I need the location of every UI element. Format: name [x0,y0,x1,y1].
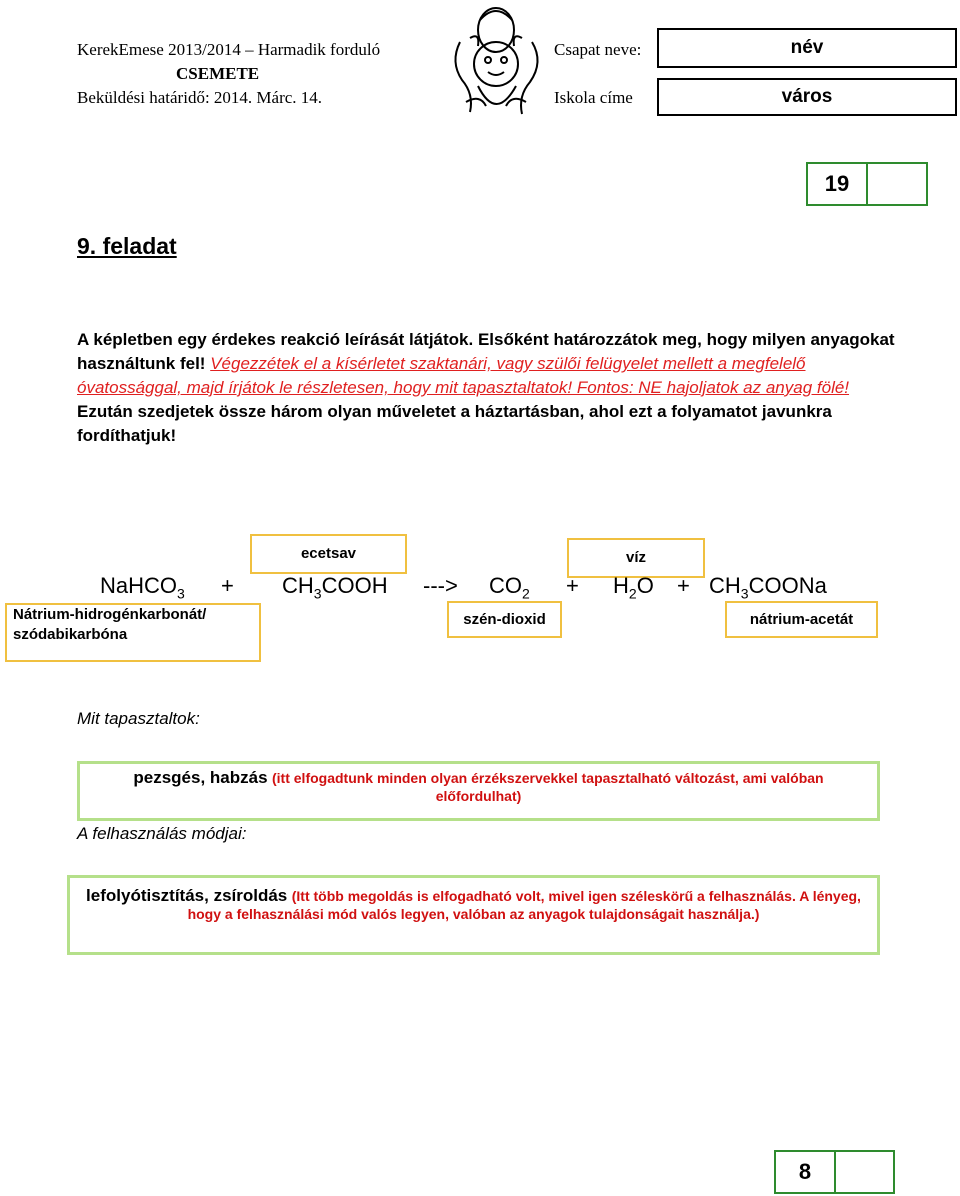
label-box-natrium-acetat: nátrium-acetát [725,601,878,638]
team-name-label: Csapat neve: [554,40,642,59]
task-safety-instructions: Végezzétek el a kísérletet szaktanári, vagy szülői felügyelet mellett a megfelelő óvatossággal, majd írjátok le részletesen, hogy mit tapasztaltatok! Fontos: NE hajoljatok az anyag fölé! [77,354,850,397]
label-szodabikarbona: szódabikarbóna [13,626,128,643]
equation-ch3coona: $CH_3COONa$ [709,573,827,602]
task-outro: Ezután szedjetek össze három olyan műveletet a háztartásban, ahol ezt a folyamatot javunkra fordíthatjuk! [77,402,832,445]
mascot-logo-icon [440,2,552,128]
equation-nahco3: NaHCO$_3$ [100,573,185,602]
equation-co2: $CO_2$ [489,573,530,602]
task-intro: A képletben egy érdekes reakció leírását látjátok. Elsőként határozzátok meg, hogy milyen anyagokat használtunk fel! [77,330,895,373]
usage-note: (Itt több megoldás is elfogadható volt, mivel igen széleskörű a felhasználás. A lényeg, hogy a felhasználási mód valós legyen, valóban az anyagok tulajdonságait használja.) [187,888,861,922]
deadline-label: Beküldési határidő: 2014. Márc. 14. [77,88,323,107]
observation-answer: pezsgés, habzás [133,768,268,787]
observation-answer-box [77,761,880,821]
score-box-top [806,162,928,206]
usage-answer-box [67,875,880,955]
equation-arrow: ---> [423,573,458,598]
observation-note: (itt elfogadtunk minden olyan érzékszervekkel tapasztalható változást, ami valóban előfordulhat) [272,770,824,804]
school-address-field[interactable]: város [657,78,957,116]
team-name-field[interactable]: név [657,28,957,68]
score-blank-field-bottom[interactable] [836,1152,893,1192]
label-natrium-hidrogenkarbonat: Nátrium-hidrogénkarbonát/ [13,606,207,623]
equation-plus-3: + [677,573,690,598]
score-value: 19 [808,164,868,204]
score-blank-field[interactable] [868,164,926,204]
equation-plus-2: + [566,573,579,598]
equation-h2o: $H_2O$ [613,573,654,602]
usage-question: A felhasználás módjai: [77,824,247,843]
task-title: 9. feladat [77,233,177,259]
score-box-bottom [774,1150,895,1194]
competition-title: KerekEmese 2013/2014 – Harmadik forduló [77,40,381,59]
task-description [77,328,897,448]
label-box-ecetsav: ecetsav [250,534,407,574]
score-value-bottom: 8 [776,1152,836,1192]
label-box-szen-dioxid: szén-dioxid [447,601,562,638]
category-label: CSEMETE [176,64,260,83]
equation-plus-1: + [221,573,234,598]
usage-answer: lefolyótisztítás, zsíroldás [86,886,288,905]
equation-ch3cooh: $CH_3COOH$ [282,573,388,602]
school-address-label: Iskola címe [554,88,633,107]
label-box-natrium-hidrogenkarbonat [5,603,261,662]
label-box-viz: víz [567,538,705,578]
observation-question: Mit tapasztaltok: [77,709,200,728]
